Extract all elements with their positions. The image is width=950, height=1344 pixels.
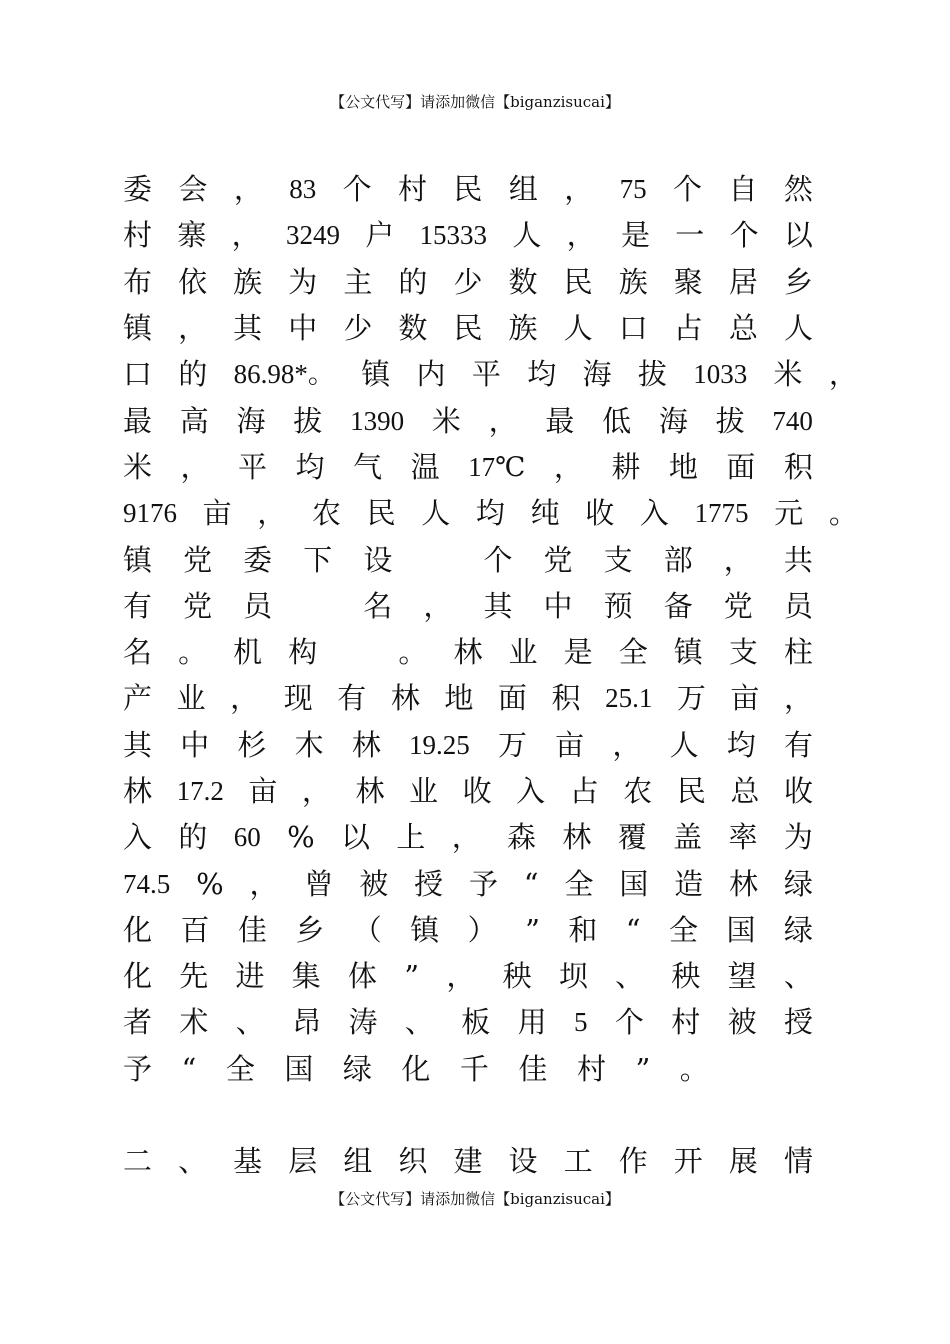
text-token: 地 <box>668 449 698 484</box>
text-token: 为 <box>288 264 318 299</box>
text-token: 全 <box>564 866 594 901</box>
text-token: “ <box>625 912 641 947</box>
text-token: ） <box>467 912 497 947</box>
text-token: 党 <box>183 542 213 577</box>
text-token: 木 <box>294 727 324 762</box>
page-footer: 【公文代写】请添加微信【biganzisucai】 <box>330 1190 620 1208</box>
text-token: 数 <box>508 264 538 299</box>
text-token: % <box>196 866 224 901</box>
text-token: 、 <box>178 1144 208 1179</box>
text-token: 被 <box>359 866 389 901</box>
text-line <box>123 166 813 212</box>
text-token: 下 <box>303 542 333 577</box>
text-token: 佳 <box>518 1051 548 1086</box>
text-token: 用 <box>517 1005 547 1040</box>
text-token: 总 <box>728 311 758 346</box>
text-token: 化 <box>123 912 153 947</box>
text-token: 19.25 <box>409 729 470 760</box>
text-token: 乡 <box>783 264 813 299</box>
text-token: 个 <box>614 1005 644 1040</box>
text-token: 秧 <box>502 959 532 994</box>
text-token: 集 <box>291 959 321 994</box>
text-token: 、 <box>615 959 645 994</box>
text-token: 党 <box>183 588 213 623</box>
text-token: 占 <box>569 774 599 808</box>
text-token: 林 <box>453 635 483 670</box>
text-token: “ <box>523 866 539 901</box>
text-token: 村 <box>123 218 153 253</box>
text-token: 委 <box>243 542 273 577</box>
text-token: 术 <box>179 1005 209 1040</box>
text-token: 83 <box>289 174 317 205</box>
text-token: 万 <box>497 727 527 762</box>
text-token: 覆 <box>617 820 647 855</box>
text-token: 个 <box>729 218 759 253</box>
text-token: 予 <box>123 1051 153 1086</box>
text-token: 居 <box>728 264 758 299</box>
text-token: ， <box>828 357 858 392</box>
text-token: 授 <box>414 866 444 901</box>
text-token: 委 <box>123 172 153 207</box>
text-line <box>123 1138 813 1184</box>
text-token: 个 <box>342 172 372 207</box>
text-token: 纯 <box>530 496 560 531</box>
text-token: 员 <box>783 588 813 623</box>
text-token: 3249 <box>285 220 340 251</box>
text-line <box>123 860 813 906</box>
text-line <box>123 536 813 582</box>
text-token: 口 <box>123 357 153 392</box>
text-line <box>123 675 813 721</box>
text-token: 的 <box>178 820 208 855</box>
text-token: 9176 <box>123 498 177 529</box>
text-token: 板 <box>461 1005 491 1040</box>
text-token: 民 <box>366 496 396 531</box>
text-token: 收 <box>585 496 615 531</box>
text-token: 党 <box>723 588 753 623</box>
text-token: 温 <box>410 449 440 484</box>
text-token: 林 <box>355 774 385 808</box>
text-token: 少 <box>453 264 483 299</box>
text-token: 数 <box>398 311 428 346</box>
text-token: 中 <box>288 311 318 346</box>
text-token: 拔 <box>293 403 323 438</box>
text-token: 上 <box>396 820 426 855</box>
text-token: ” <box>404 959 420 994</box>
text-token: 作 <box>618 1144 648 1179</box>
text-token: 占 <box>673 311 703 346</box>
text-token: 备 <box>663 588 693 623</box>
text-token: ， <box>566 218 596 253</box>
text-token: 机 <box>233 635 263 670</box>
text-token: 积 <box>783 449 813 484</box>
text-token: 者 <box>123 1005 153 1040</box>
text-token: 亩 <box>202 496 232 531</box>
text-token: 预 <box>603 588 633 623</box>
text-token: 镇 <box>673 635 703 670</box>
text-token: 昂 <box>292 1005 322 1040</box>
text-token: 产 <box>123 681 153 716</box>
text-token: 然 <box>783 172 813 207</box>
text-token: 少 <box>343 311 373 346</box>
text-token: 其 <box>483 588 513 623</box>
text-token: ， <box>723 542 753 577</box>
text-token: 人 <box>669 727 699 762</box>
text-token: 组 <box>508 172 538 207</box>
text-token: 1775 <box>694 498 749 529</box>
text-token: ， <box>301 774 331 808</box>
text-line <box>123 629 813 675</box>
text-token: 族 <box>508 311 538 346</box>
text-token: 60 <box>233 822 261 853</box>
text-token: 乡 <box>295 912 325 947</box>
text-token: 全 <box>225 1051 255 1086</box>
text-token: 工 <box>563 1144 593 1179</box>
text-line <box>123 351 858 397</box>
text-token: 86.98*。 <box>233 359 335 390</box>
text-token: 设 <box>508 1144 538 1179</box>
text-token: ， <box>488 403 518 438</box>
text-token: 聚 <box>673 264 703 299</box>
text-token: 基 <box>233 1144 263 1179</box>
text-token: 林 <box>562 820 592 855</box>
text-token: 口 <box>618 311 648 346</box>
text-line <box>123 768 813 814</box>
text-token: 人 <box>563 311 593 346</box>
text-token: 入 <box>123 820 153 855</box>
text-token: 收 <box>783 774 813 808</box>
text-token: 镇 <box>123 311 153 346</box>
text-token: 个 <box>673 172 703 207</box>
text-token: 千 <box>459 1051 489 1086</box>
text-line <box>123 212 813 258</box>
text-line <box>123 490 858 536</box>
text-token: 入 <box>639 496 669 531</box>
text-token: 均 <box>295 449 325 484</box>
text-token: ， <box>446 959 476 994</box>
text-token: 全 <box>669 912 699 947</box>
text-token: ， <box>783 681 813 716</box>
text-token: 以 <box>340 820 370 855</box>
text-token: 。 <box>178 635 208 670</box>
text-token: 有 <box>783 727 813 762</box>
text-token: 亩 <box>555 727 585 762</box>
text-token: 林 <box>351 727 381 762</box>
text-token: 农 <box>311 496 341 531</box>
text-line <box>123 305 813 351</box>
text-token: 支 <box>603 542 633 577</box>
text-token: 率 <box>728 820 758 855</box>
text-token: 林 <box>729 866 759 901</box>
text-line <box>123 1046 813 1092</box>
text-token: 亩 <box>730 681 760 716</box>
text-token: 林 <box>123 774 153 808</box>
text-token: 均 <box>475 496 505 531</box>
text-token: 依 <box>178 264 208 299</box>
text-token: 总 <box>730 774 760 808</box>
text-line <box>123 722 813 768</box>
text-token: 村 <box>576 1051 606 1086</box>
text-token: 名 <box>123 635 153 670</box>
text-token: 积 <box>551 681 581 716</box>
text-token: 均 <box>726 727 756 762</box>
text-token: 内 <box>416 357 446 392</box>
text-token: 林 <box>390 681 420 716</box>
text-token: 设 <box>363 542 393 577</box>
text-token: 织 <box>398 1144 428 1179</box>
text-token: 为 <box>783 820 813 855</box>
text-token: 镇 <box>410 912 440 947</box>
text-token: 低 <box>602 403 632 438</box>
text-token: ” <box>525 912 540 947</box>
text-token: 、 <box>404 1005 434 1040</box>
text-token: 气 <box>353 449 383 484</box>
text-token: 海 <box>582 357 612 392</box>
text-token: 组 <box>343 1144 373 1179</box>
text-token: 拔 <box>637 357 667 392</box>
text-line <box>123 814 813 860</box>
text-token: 米 <box>123 449 153 484</box>
text-token: 国 <box>726 912 756 947</box>
text-token: 展 <box>728 1144 758 1179</box>
text-token: 构 <box>288 635 318 670</box>
text-token: ， <box>423 588 453 623</box>
text-token: 平 <box>471 357 501 392</box>
text-token: 25.1 <box>605 683 653 714</box>
text-token: 中 <box>180 727 210 762</box>
text-token: 有 <box>123 588 153 623</box>
page-header: 【公文代写】请添加微信【biganzisucai】 <box>330 93 620 111</box>
text-line <box>123 583 813 629</box>
text-token: 层 <box>288 1144 318 1179</box>
text-token: 绿 <box>342 1051 372 1086</box>
text-token: 17℃ <box>468 451 526 482</box>
text-token: 党 <box>543 542 573 577</box>
text-token: 杉 <box>237 727 267 762</box>
text-token: 民 <box>676 774 706 808</box>
text-token: 最 <box>123 403 153 438</box>
text-token: 建 <box>453 1144 483 1179</box>
text-token: 入 <box>516 774 546 808</box>
text-token: ， <box>612 727 642 762</box>
text-token: 5 <box>574 1007 588 1038</box>
text-line <box>123 444 813 490</box>
text-token: 涛 <box>348 1005 378 1040</box>
text-token: 情 <box>783 1144 813 1179</box>
text-token: 绿 <box>783 866 813 901</box>
text-token: 面 <box>726 449 756 484</box>
text-token: 是 <box>620 218 650 253</box>
text-token: 业 <box>508 635 538 670</box>
text-token: 有 <box>337 681 367 716</box>
text-token: 耕 <box>611 449 641 484</box>
text-token: 族 <box>618 264 648 299</box>
text-token: ， <box>178 311 208 346</box>
text-token: 部 <box>663 542 693 577</box>
text-token: 75 <box>619 174 647 205</box>
text-token: 元 <box>774 496 804 531</box>
text-token: 族 <box>233 264 263 299</box>
text-token: 被 <box>727 1005 757 1040</box>
text-token: 名 <box>363 588 393 623</box>
text-token: 。 <box>828 496 858 531</box>
text-token: 米 <box>773 357 803 392</box>
text-token: 、 <box>235 1005 265 1040</box>
text-token: 进 <box>235 959 265 994</box>
text-token: 秧 <box>671 959 701 994</box>
text-token: ” <box>635 1051 651 1086</box>
text-token: 1033 <box>693 359 748 390</box>
text-token: 米 <box>431 403 461 438</box>
text-token: ， <box>564 172 594 207</box>
text-token: 农 <box>623 774 653 808</box>
text-token: 会 <box>178 172 208 207</box>
text-token: 拔 <box>715 403 745 438</box>
text-token: 。 <box>398 635 428 670</box>
text-token: 百 <box>180 912 210 947</box>
text-token: ， <box>451 820 481 855</box>
text-token: 是 <box>563 635 593 670</box>
text-token: 平 <box>238 449 268 484</box>
text-token: 业 <box>409 774 439 808</box>
text-token: 共 <box>783 542 813 577</box>
text-token: 望 <box>727 959 757 994</box>
text-token: 最 <box>545 403 575 438</box>
text-token: 亩 <box>248 774 278 808</box>
text-token: 人 <box>783 311 813 346</box>
text-token: ， <box>249 866 279 901</box>
text-token: ， <box>553 449 583 484</box>
text-token: 其 <box>123 727 153 762</box>
text-token: 盖 <box>673 820 703 855</box>
text-line <box>123 259 813 305</box>
text-token: 柱 <box>783 635 813 670</box>
text-token: 地 <box>444 681 474 716</box>
text-token: 国 <box>619 866 649 901</box>
text-token: ， <box>231 218 261 253</box>
text-token: 均 <box>527 357 557 392</box>
section-heading <box>123 1138 813 1184</box>
text-token: 布 <box>123 264 153 299</box>
text-token: 体 <box>348 959 378 994</box>
text-token: 其 <box>233 311 263 346</box>
text-token: 自 <box>728 172 758 207</box>
text-token: 坝 <box>558 959 588 994</box>
text-token: 民 <box>453 172 483 207</box>
text-token: 村 <box>671 1005 701 1040</box>
text-token: “ <box>181 1051 197 1086</box>
text-line <box>123 397 813 443</box>
text-line <box>123 953 813 999</box>
text-token: 业 <box>176 681 206 716</box>
text-token: 740 <box>772 405 813 436</box>
text-token: 中 <box>543 588 573 623</box>
text-token: 镇 <box>123 542 153 577</box>
text-token: 化 <box>401 1051 431 1086</box>
text-token: 绿 <box>783 912 813 947</box>
text-token: 曾 <box>304 866 334 901</box>
text-line <box>123 999 813 1045</box>
text-token: 支 <box>728 635 758 670</box>
text-token: 授 <box>783 1005 813 1040</box>
text-token: % <box>287 820 315 855</box>
text-token: 森 <box>507 820 537 855</box>
paragraph-spacer <box>123 1092 813 1138</box>
text-token: 人 <box>421 496 451 531</box>
text-token: 以 <box>783 218 813 253</box>
text-token: 人 <box>512 218 542 253</box>
text-token: ， <box>230 681 260 716</box>
text-token: 造 <box>674 866 704 901</box>
text-token: 74.5 <box>123 868 171 899</box>
text-token: （ <box>352 912 382 947</box>
text-token: 寨 <box>177 218 207 253</box>
text-token: 户 <box>365 218 395 253</box>
document-body <box>123 166 858 1185</box>
text-token: 员 <box>243 588 273 623</box>
text-token: 1390 <box>350 405 405 436</box>
text-token: 个 <box>483 542 513 577</box>
text-token: 村 <box>398 172 428 207</box>
text-token: 面 <box>497 681 527 716</box>
text-token: 国 <box>284 1051 314 1086</box>
paragraph <box>123 166 858 1092</box>
text-token: ， <box>180 449 210 484</box>
text-token: 二 <box>123 1144 153 1179</box>
text-token: 15333 <box>419 220 488 251</box>
text-token: 海 <box>658 403 688 438</box>
text-token: 海 <box>236 403 266 438</box>
text-token: ， <box>257 496 287 531</box>
text-token: 主 <box>343 264 373 299</box>
text-token: 。 <box>679 1051 709 1086</box>
text-token: 万 <box>676 681 706 716</box>
text-token: 先 <box>179 959 209 994</box>
text-token: 高 <box>179 403 209 438</box>
text-token: 全 <box>618 635 648 670</box>
text-token: 、 <box>783 959 813 994</box>
text-token: 民 <box>453 311 483 346</box>
text-token: 和 <box>568 912 598 947</box>
text-token: 的 <box>398 264 428 299</box>
text-token: 17.2 <box>176 776 224 806</box>
text-token: 一 <box>675 218 705 253</box>
text-token: 的 <box>178 357 208 392</box>
text-token: 民 <box>563 264 593 299</box>
text-line <box>123 907 813 953</box>
text-token: ， <box>233 172 263 207</box>
text-token: 开 <box>673 1144 703 1179</box>
text-token: 镇 <box>361 357 391 392</box>
text-token: 收 <box>462 774 492 808</box>
text-token: 予 <box>468 866 498 901</box>
text-token: 佳 <box>237 912 267 947</box>
text-token: 化 <box>123 959 153 994</box>
text-token: 现 <box>283 681 313 716</box>
